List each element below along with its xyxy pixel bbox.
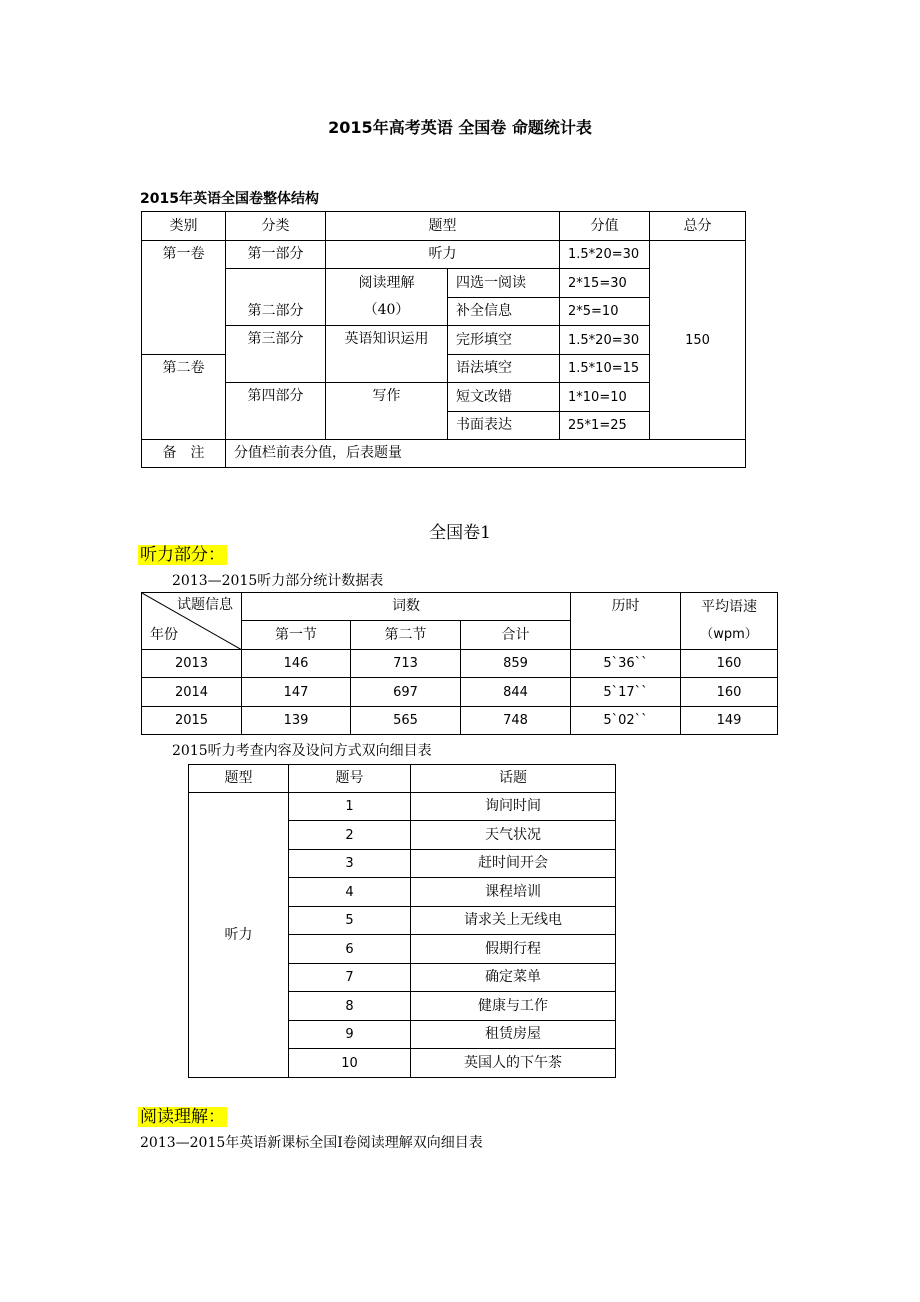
item-cell: 四选一阅读 (448, 269, 560, 298)
table-cell: 139 (242, 707, 351, 735)
writing-cell: 写作 (326, 383, 448, 440)
topic-cell: 请求关上无线电 (411, 907, 616, 935)
table-cell: 149 (681, 707, 778, 735)
item-cell: 语法填空 (448, 355, 560, 383)
score-cell: 1.5*10=15 (560, 355, 650, 383)
score-cell: 25*1=25 (560, 412, 650, 440)
diag-top-label: 试题信息 (177, 597, 233, 613)
speed-header (681, 593, 778, 650)
header-classification: 分类 (226, 212, 326, 241)
section-title: 全国卷1 (429, 523, 491, 543)
topic-cell: 租赁房屋 (411, 1021, 616, 1049)
item-cell: 补全信息 (448, 298, 560, 326)
table-cell: 565 (351, 707, 461, 735)
score-cell: 1.5*20=30 (560, 241, 650, 269)
table-cell: 146 (242, 650, 351, 678)
header-type: 题型 (189, 765, 289, 793)
header-question-type: 题型 (326, 212, 560, 241)
listening-stats-caption: 2013—2015听力部分统计数据表 (172, 573, 384, 589)
score-cell: 1*10=10 (560, 383, 650, 412)
item-cell: 完形填空 (448, 326, 560, 355)
table-cell: 147 (242, 678, 351, 707)
topic-cell: 天气状况 (411, 821, 616, 850)
score-cell: 2*15=30 (560, 269, 650, 298)
number-cell: 4 (289, 878, 411, 907)
listening-stats-table (141, 592, 778, 735)
number-cell: 10 (289, 1049, 411, 1078)
header-category: 类别 (142, 212, 226, 241)
table-cell: 713 (351, 650, 461, 678)
document-title: 2015年高考英语 全国卷 命题统计表 (328, 118, 592, 137)
table-cell: 844 (461, 678, 571, 707)
part4-cell: 第四部分 (226, 383, 326, 440)
score-cell: 1.5*20=30 (560, 326, 650, 355)
item-cell: 短文改错 (448, 383, 560, 412)
table-cell: 748 (461, 707, 571, 735)
listening-section-label: 听力部分： (140, 545, 225, 565)
header-total: 总分 (650, 212, 746, 241)
speed-label: 平均语速 (701, 599, 758, 615)
speed-unit: （wpm） (700, 627, 758, 642)
number-cell: 7 (289, 964, 411, 992)
words-header: 词数 (242, 593, 571, 621)
sec2-header: 第二节 (351, 621, 461, 650)
note-label: 备 注 (142, 440, 226, 468)
part3-cell: 第三部分 (226, 326, 326, 383)
reading-caption: 2013—2015年英语新课标全国I卷阅读理解双向细目表 (140, 1135, 483, 1151)
part2-cell: 第二部分 (226, 269, 326, 326)
sec1-header: 第一节 (242, 621, 351, 650)
header-number: 题号 (289, 765, 411, 793)
header-score: 分值 (560, 212, 650, 241)
topic-cell: 询问时间 (411, 793, 616, 821)
number-cell: 5 (289, 907, 411, 935)
table-cell: 5`17`` (571, 678, 681, 707)
topic-cell: 健康与工作 (411, 992, 616, 1021)
item-cell: 书面表达 (448, 412, 560, 440)
number-cell: 1 (289, 793, 411, 821)
table-cell: 697 (351, 678, 461, 707)
juan1-cell: 第一卷 (142, 241, 226, 355)
table-cell: 2014 (142, 678, 242, 707)
number-cell: 2 (289, 821, 411, 850)
structure-heading: 2015年英语全国卷整体结构 (140, 191, 319, 207)
duration-header: 历时 (571, 593, 681, 650)
reading-cell (326, 269, 448, 326)
table-cell: 160 (681, 678, 778, 707)
reading-label: 阅读理解 (358, 275, 415, 291)
structure-table (141, 211, 746, 468)
table-cell: 2015 (142, 707, 242, 735)
sum-header: 合计 (461, 621, 571, 650)
topic-cell: 确定菜单 (411, 964, 616, 992)
diag-bottom-label: 年份 (150, 627, 178, 643)
listening-topics-table (188, 764, 616, 1078)
part1-cell: 第一部分 (226, 241, 326, 269)
number-cell: 9 (289, 1021, 411, 1049)
reading-section-label: 阅读理解： (140, 1107, 225, 1127)
listening-topics-caption: 2015听力考查内容及设问方式双向细目表 (172, 743, 432, 759)
table-cell: 5`36`` (571, 650, 681, 678)
number-cell: 8 (289, 992, 411, 1021)
number-cell: 6 (289, 935, 411, 964)
score-cell: 2*5=10 (560, 298, 650, 326)
topic-cell: 课程培训 (411, 878, 616, 907)
note-text: 分值栏前表分值，后表题量 (226, 440, 746, 468)
table-cell: 5`02`` (571, 707, 681, 735)
table-cell: 859 (461, 650, 571, 678)
knowledge-cell: 英语知识运用 (326, 326, 448, 383)
type-cell: 听力 (189, 793, 289, 1078)
table-cell: 2013 (142, 650, 242, 678)
total-score-cell: 150 (650, 241, 746, 440)
topic-cell: 赶时间开会 (411, 850, 616, 878)
topic-cell: 假期行程 (411, 935, 616, 964)
reading-points: （40） (363, 302, 410, 318)
header-topic: 话题 (411, 765, 616, 793)
listening-cell: 听力 (326, 241, 560, 269)
table-cell: 160 (681, 650, 778, 678)
juan2-cell: 第二卷 (142, 355, 226, 440)
topic-cell: 英国人的下午茶 (411, 1049, 616, 1078)
number-cell: 3 (289, 850, 411, 878)
diagonal-header-cell (142, 593, 242, 650)
